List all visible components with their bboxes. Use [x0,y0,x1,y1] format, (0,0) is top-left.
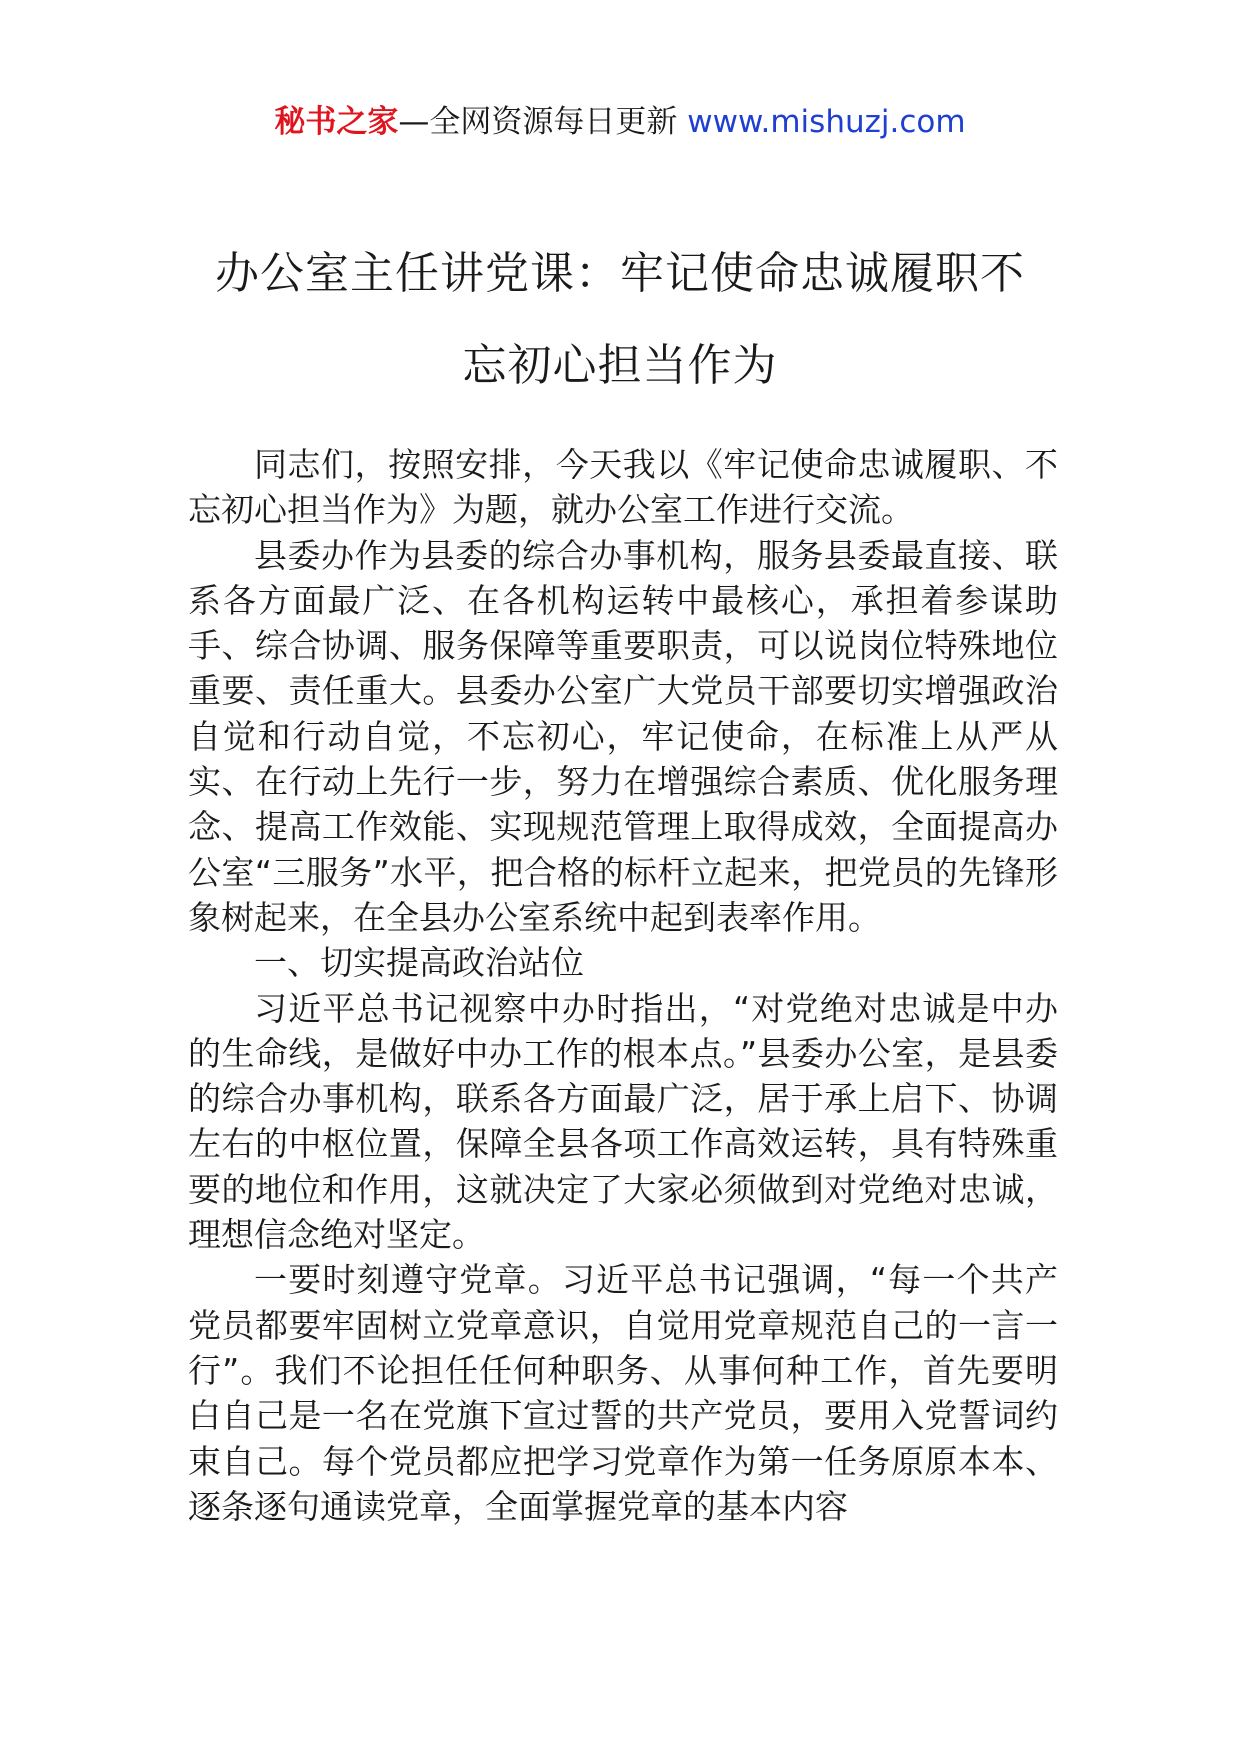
site-url-link[interactable]: www.mishuzj.com [687,104,966,140]
paragraph-office-role: 县委办作为县委的综合办事机构，服务县委最直接、联系各方面最广泛、在各机构运转中最核心，承担着参谋助手、综合协调、服务保障等重要职责，可以说岗位特殊地位重要、责任重大。县委办公室广大党员干部要切实增强政治自觉和行动自觉，不忘初心，牢记使命，在标准上从严从实、在行动上先行一步，努力在增强综合素质、优化服务理念、提高工作效能、实现规范管理上取得成效，全面提高办公室“三服务”水平，把合格的标杆立起来，把党员的先锋形象树起来，在全县办公室系统中起到表率作用。 [188,535,1058,937]
paragraph-intro: 同志们，按照安排，今天我以《牢记使命忠诚履职、不忘初心担当作为》为题，就办公室工作进行交流。 [188,445,1058,530]
brand-name: 秘书之家 [274,104,399,140]
title-line-1: 办公室主任讲党课：牢记使命忠诚履职不 [215,248,1025,299]
paragraph-party-charter: 一要时刻遵守党章。习近平总书记强调，“每一个共产党员都要牢固树立党章意识，自觉用党章规范自己的一言一行”。我们不论担任任何种职务、从事何种工作，首先要明白自己是一名在党旗下宣过誓的共产党员，要用入党誓词约束自己。每个党员都应把学习党章作为第一任务原原本本、逐条逐句通读党章，全面掌握党章的基本内容 [188,1260,1058,1526]
header-tagline: —全网资源每日更新 [398,104,688,140]
document-body [188,442,1058,1529]
title-line-2: 忘初心担当作为 [462,340,778,391]
section-heading-1: 一、切实提高政治站位 [254,943,584,983]
paragraph-loyalty: 习近平总书记视察中办时指出，“对党绝对忠诚是中办的生命线，是做好中办工作的根本点。”县委办公室，是县委的综合办事机构，联系各方面最广泛，居于承上启下、协调左右的中枢位置，保障全县各项工作高效运转，具有特殊重要的地位和作用，这就决定了大家必须做到对党绝对忠诚，理想信念绝对坚定。 [188,988,1058,1255]
site-header [0,100,1240,144]
document-title [180,228,1060,412]
